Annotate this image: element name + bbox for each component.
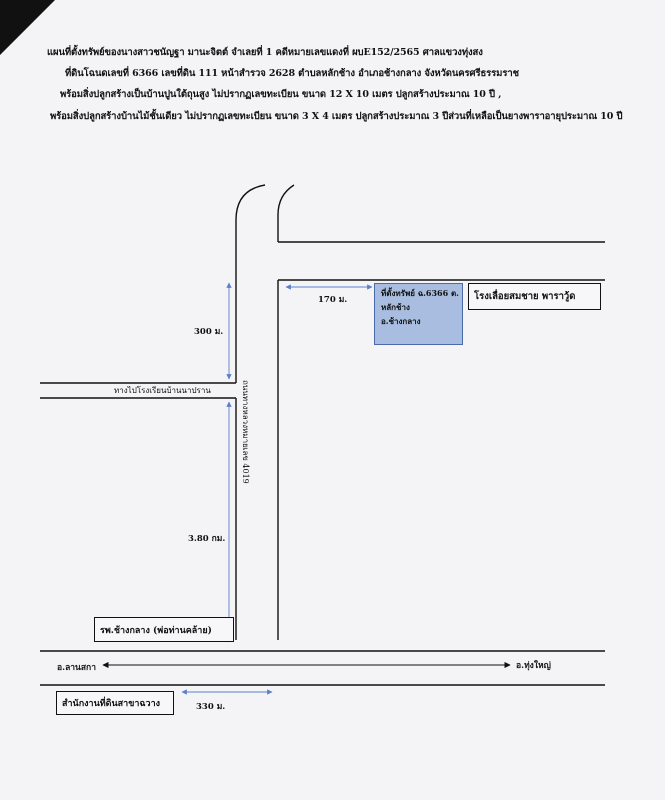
parcel-label-2: หลักช้าง bbox=[381, 302, 410, 312]
dest-thungyai: อ.ทุ่งใหญ่ bbox=[516, 661, 551, 671]
land-office-box: สำนักงานที่ดินสาขาฉวาง bbox=[56, 691, 174, 715]
highway-label: ถนนทางหลวงหมายเลข 4019 bbox=[241, 380, 250, 484]
school-road-label: ทางไปโรงเรียนบ้านนาปราน bbox=[114, 386, 211, 395]
distance-170: 170 ม. bbox=[318, 295, 348, 305]
parcel-label-3: อ.ช้างกลาง bbox=[381, 316, 421, 326]
parcel-6366 bbox=[374, 283, 463, 345]
road-left-upper bbox=[236, 185, 265, 383]
header-line-1: แผนที่ตั้งทรัพย์ของนางสาวชนัญฐา มานะจิตต์ จำเลยที่ 1 คดีหมายเลขแดงที่ ผบE152/2565 ศาลแขวงทุ่งสง bbox=[47, 47, 483, 58]
header-line-3: พร้อมสิ่งปลูกสร้างเป็นบ้านปูนใต้ถุนสูง ไม่ปรากฏเลขทะเบียน ขนาด 12 X 10 เมตร ปลูกสร้างประมาณ 10 ปี , bbox=[60, 89, 502, 100]
sawmill-box: โรงเลื่อยสมชาย พาราวู้ด bbox=[468, 283, 601, 310]
header-line-4: พร้อมสิ่งปลูกสร้างบ้านไม้ชั้นเดียว ไม่ปรากฏเลขทะเบียน ขนาด 3 X 4 เมตร ปลูกสร้างประมาณ 3 ปีส่วนที่เหลือเป็นยางพาราอายุประมาณ 10 ปี bbox=[50, 111, 623, 122]
road-right-upper bbox=[278, 185, 294, 242]
distance-380: 3.80 กม. bbox=[188, 534, 226, 544]
distance-330: 330 ม. bbox=[196, 702, 226, 712]
parcel-label-1: ที่ตั้งทรัพย์ ฉ.6366 ต. bbox=[381, 288, 459, 298]
hospital-box: รพ.ช้างกลาง (พ่อท่านคล้าย) bbox=[94, 617, 234, 642]
distance-300: 300 ม. bbox=[194, 327, 224, 337]
dest-lansaka: อ.ลานสกา bbox=[57, 663, 96, 673]
header-line-2: ที่ดินโฉนดเลขที่ 6366 เลขที่ดิน 111 หน้าสำรวจ 2628 ตำบลหลักช้าง อำเภอช้างกลาง จังหวัดนครศรีธรรมราช bbox=[65, 68, 519, 79]
